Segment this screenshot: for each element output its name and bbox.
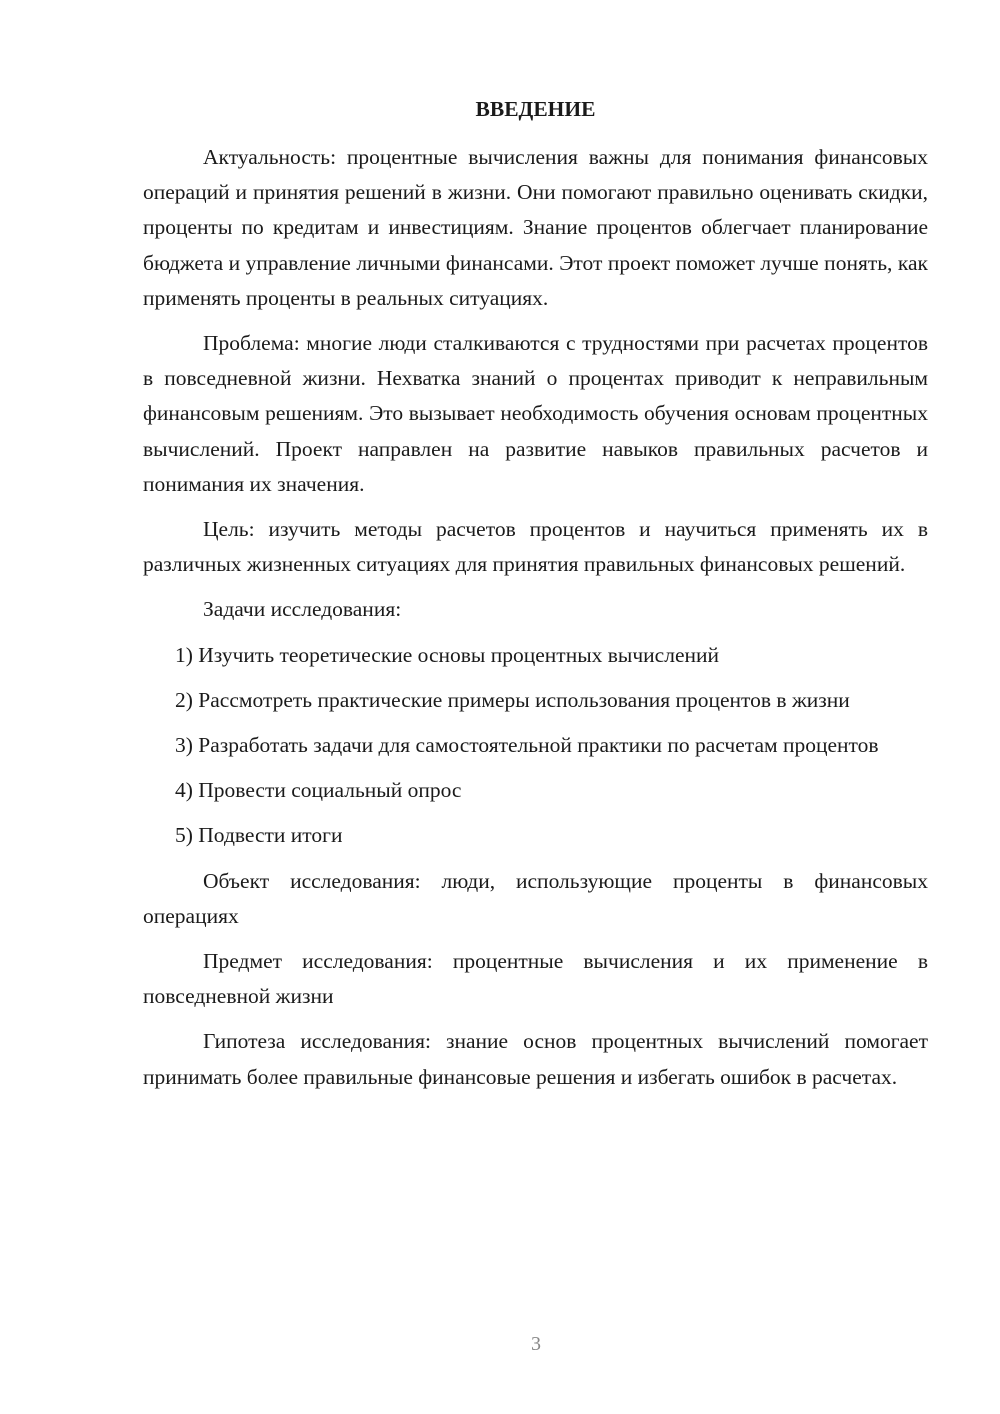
task-item-4: 4) Провести социальный опрос — [175, 778, 462, 803]
document-page — [143, 92, 928, 1105]
paragraph-goal: Цель: изучить методы расчетов процентов и научиться применять их в различных жизненных ситуациях для принятия правильных финансовых решений. — [143, 517, 928, 577]
tasks-heading: Задачи исследования: — [203, 597, 402, 622]
paragraph-relevance: Актуальность: процентные вычисления важны для понимания финансовых операций и принятия решений в жизни. Они помогают правильно оценивать скидки, проценты по кредитам и инвестициям. Знание процентов облегчает планирование бюджета и управление личными финансами. Этот проект поможет лучше понять, как применять проценты в реальных ситуациях. — [143, 145, 928, 310]
paragraph-hypothesis: Гипотеза исследования: знание основ процентных вычислений помогает принимать более правильные финансовые решения и избегать ошибок в расчетах. — [143, 1029, 928, 1089]
task-item-5: 5) Подвести итоги — [175, 823, 343, 848]
section-title: ВВЕДЕНИЕ — [475, 97, 596, 121]
page-number: 3 — [531, 1333, 541, 1355]
paragraph-subject: Предмет исследования: процентные вычисления и их применение в повседневной жизни — [143, 949, 928, 1009]
task-item-2: 2) Рассмотреть практические примеры использования процентов в жизни — [175, 687, 850, 712]
task-item-3: 3) Разработать задачи для самостоятельной практики по расчетам процентов — [175, 733, 879, 758]
paragraph-object: Объект исследования: люди, использующие проценты в финансовых операциях — [143, 868, 928, 928]
paragraph-problem: Проблема: многие люди сталкиваются с трудностями при расчетах процентов в повседневной жизни. Нехватка знаний о процентах приводит к неправильным финансовым решениям. Это вызывает необходимость обучения основам процентных вычислений. Проект направлен на развитие навыков правильных расчетов и понимания их значения. — [143, 331, 928, 496]
task-item-1: 1) Изучить теоретические основы процентных вычислений — [175, 642, 720, 667]
